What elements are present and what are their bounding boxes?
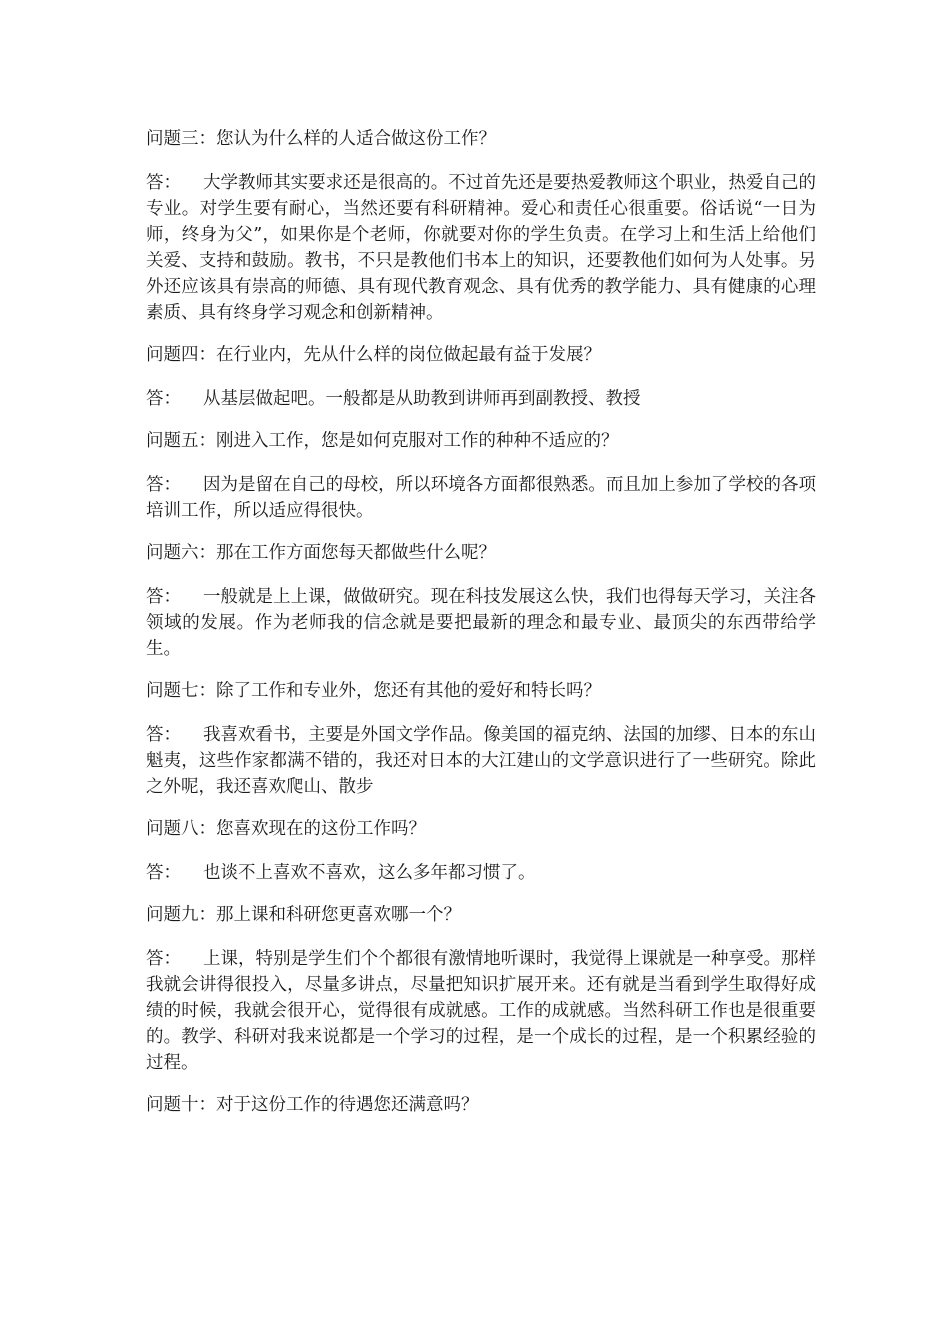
answer-text: 因为是留在自己的母校，所以环境各方面都很熟悉。而且加上参加了学校的各项培训工作，所以适应得很快。 — [146, 475, 816, 521]
answer-9 — [146, 946, 816, 1076]
question-3: 问题三：您认为什么样的人适合做这份工作？ — [146, 129, 496, 149]
answer-label: 答： — [146, 863, 181, 883]
question-7: 问题七：除了工作和专业外，您还有其他的爱好和特长吗？ — [146, 681, 601, 701]
answer-4 — [146, 386, 816, 412]
answer-3 — [146, 170, 816, 326]
answer-label: 答： — [146, 475, 181, 495]
answer-text: 也谈不上喜欢不喜欢，这么多年都习惯了。 — [203, 863, 536, 883]
answer-6 — [146, 584, 816, 662]
question-6: 问题六：那在工作方面您每天都做些什么呢？ — [146, 543, 496, 563]
question-5: 问题五：刚进入工作，您是如何克服对工作的种种不适应的？ — [146, 431, 619, 451]
answer-label: 答： — [146, 587, 181, 607]
answer-text: 我喜欢看书，主要是外国文学作品。像美国的福克纳、法国的加缪、日本的东山魁夷，这些作家都满不错的，我还对日本的大江建山的文学意识进行了一些研究。除此之外呢，我还喜欢爬山、散步 — [146, 725, 816, 797]
answer-text: 上课，特别是学生们个个都很有激情地听课时，我觉得上课就是一种享受。那样我就会讲得很投入，尽量多讲点，尽量把知识扩展开来。还有就是当看到学生取得好成绩的时候，我就会很开心，觉得很有成就感。工作的成就感。当然科研工作也是很重要的。教学、科研对我来说都是一个学习的过程，是一个成长的过程，是一个积累经验的过程。 — [146, 949, 816, 1073]
answer-label: 答： — [146, 389, 181, 409]
question-9: 问题九：那上课和科研您更喜欢哪一个？ — [146, 905, 461, 925]
answer-label: 答： — [146, 725, 181, 745]
question-4: 问题四：在行业内，先从什么样的岗位做起最有益于发展？ — [146, 345, 601, 365]
interview-document — [146, 126, 816, 1136]
answer-label: 答： — [146, 173, 181, 193]
answer-label: 答： — [146, 949, 181, 969]
answer-text: 大学教师其实要求还是很高的。不过首先还是要热爱教师这个职业，热爱自己的专业。对学生要有耐心，当然还要有科研精神。爱心和责任心很重要。俗话说“一日为师，终身为父”，如果你是个老师，你就要对你的学生负责。在学习上和生活上给他们关爱、支持和鼓励。教书，不只是教他们书本上的知识，还要教他们如何为人处事。另外还应该具有崇高的师德、具有现代教育观念、具有优秀的教学能力、具有健康的心理素质、具有终身学习观念和创新精神。 — [146, 173, 816, 323]
answer-8 — [146, 860, 816, 886]
question-8: 问题八：您喜欢现在的这份工作吗？ — [146, 819, 426, 839]
question-10: 问题十：对于这份工作的待遇您还满意吗？ — [146, 1095, 479, 1115]
answer-text: 从基层做起吧。一般都是从助教到讲师再到副教授、教授 — [203, 389, 641, 409]
answer-5 — [146, 472, 816, 524]
answer-text: 一般就是上上课，做做研究。现在科技发展这么快，我们也得每天学习，关注各领域的发展。作为老师我的信念就是要把最新的理念和最专业、最顶尖的东西带给学生。 — [146, 587, 816, 659]
answer-7 — [146, 722, 816, 800]
